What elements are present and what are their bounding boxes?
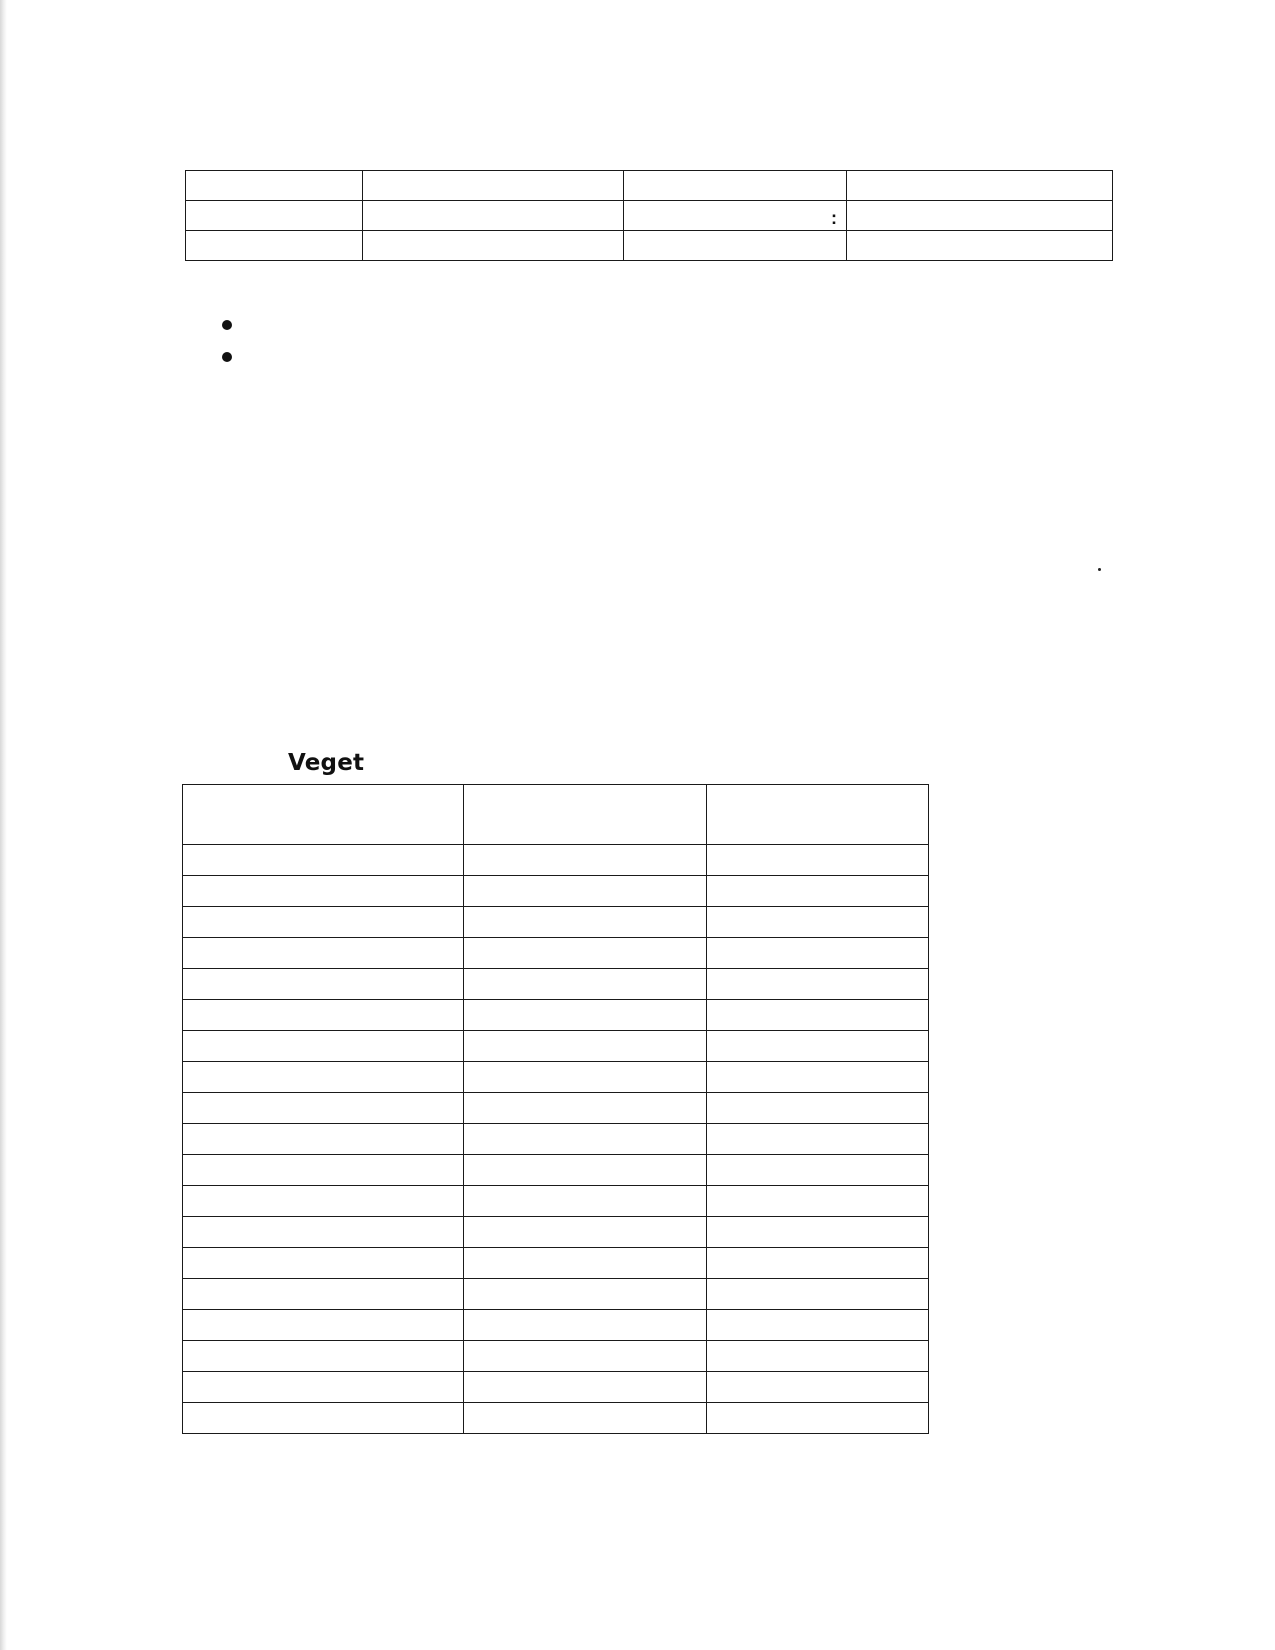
vegetable-table-cell [464,1248,707,1279]
vegetable-table-cell [183,1248,464,1279]
vegetable-table-header-cell [464,785,707,845]
top-table-row [186,201,1113,231]
top-table-cell [363,171,624,201]
vegetable-table-row [183,907,929,938]
vegetable-table-row [183,1155,929,1186]
vegetable-table-cell [183,1000,464,1031]
vegetable-table-row [183,1310,929,1341]
vegetable-table-cell [707,845,929,876]
vegetable-table [182,784,929,1434]
vegetable-table-row [183,1372,929,1403]
top-table-row [186,171,1113,201]
vegetable-table-row [183,1186,929,1217]
vegetable-table-header-cell [707,785,929,845]
vegetable-table-row [183,969,929,1000]
vegetable-table-row [183,1341,929,1372]
vegetable-table-cell [707,1217,929,1248]
vegetable-table-cell [183,1372,464,1403]
vegetable-table-body [183,785,929,1434]
vegetable-table-row [183,876,929,907]
vegetable-table-row [183,1279,929,1310]
colon-mark: : [831,208,837,228]
vegetable-table-cell [707,1310,929,1341]
vegetable-table-row [183,1403,929,1434]
vegetable-table-cell [183,1279,464,1310]
vegetable-table-cell [707,1155,929,1186]
vegetable-table-cell [183,1124,464,1155]
vegetable-table-cell [707,1186,929,1217]
vegetable-table-cell [183,1310,464,1341]
vegetable-table-row [183,845,929,876]
top-table-row [186,231,1113,261]
vegetable-table-cell [464,969,707,1000]
top-table-cell [363,201,624,231]
vegetable-table-cell [707,1093,929,1124]
bullet-point [222,320,232,330]
vegetable-table-cell [707,907,929,938]
vegetable-table-cell [464,938,707,969]
top-table-cell [624,231,847,261]
vegetable-table-cell [183,1186,464,1217]
vegetable-section-title: Veget [288,750,365,776]
vegetable-table-header-cell [183,785,464,845]
vegetable-table-cell [183,1403,464,1434]
vegetable-table-cell [707,1000,929,1031]
vegetable-table-cell [464,1217,707,1248]
vegetable-table-row [183,938,929,969]
vegetable-table-row [183,1093,929,1124]
vegetable-table-cell [707,1062,929,1093]
vegetable-table-cell [707,1279,929,1310]
vegetable-table-cell [464,1093,707,1124]
vegetable-table-cell [464,1341,707,1372]
top-table-body [186,171,1113,261]
vegetable-table-row [183,1124,929,1155]
vegetable-table-cell [464,1000,707,1031]
vegetable-table-cell [183,1341,464,1372]
vegetable-table-cell [183,1093,464,1124]
vegetable-table-header-row [183,785,929,845]
scan-edge-shadow [0,0,7,1650]
top-table [185,170,1113,261]
vegetable-table-row [183,1217,929,1248]
vegetable-table-cell [183,1217,464,1248]
vegetable-table-cell [183,938,464,969]
vegetable-table-cell [464,1031,707,1062]
top-table-cell [847,231,1113,261]
vegetable-table-cell [464,1372,707,1403]
vegetable-table-cell [464,1310,707,1341]
top-table-cell [186,171,363,201]
vegetable-table-cell [464,1279,707,1310]
vegetable-table-cell [464,1186,707,1217]
bullet-point [222,352,232,362]
vegetable-table-cell [183,1031,464,1062]
vegetable-table-cell [707,969,929,1000]
vegetable-table-cell [707,1248,929,1279]
vegetable-table-cell [707,938,929,969]
vegetable-table-cell [464,1062,707,1093]
vegetable-table-row [183,1000,929,1031]
vegetable-table-row [183,1031,929,1062]
vegetable-table-cell [707,876,929,907]
top-table-cell [624,171,847,201]
top-table-cell [847,201,1113,231]
vegetable-table-cell [464,1124,707,1155]
vegetable-table-cell [707,1341,929,1372]
vegetable-table-row [183,1062,929,1093]
vegetable-table-row [183,1248,929,1279]
top-table-cell [186,231,363,261]
stray-mark [1098,568,1101,571]
vegetable-table-cell [707,1372,929,1403]
vegetable-table-cell [464,1403,707,1434]
top-table-cell [624,201,847,231]
top-table-cell [847,171,1113,201]
vegetable-table-cell [183,907,464,938]
vegetable-table-cell [707,1403,929,1434]
vegetable-table-cell [183,1155,464,1186]
vegetable-table-cell [464,845,707,876]
vegetable-table-cell [464,907,707,938]
vegetable-table-cell [464,1155,707,1186]
vegetable-table-cell [464,876,707,907]
top-table-cell [186,201,363,231]
vegetable-table-cell [183,1062,464,1093]
vegetable-table-cell [707,1124,929,1155]
vegetable-table-cell [707,1031,929,1062]
vegetable-table-cell [183,969,464,1000]
vegetable-table-cell [183,845,464,876]
top-table-cell [363,231,624,261]
vegetable-table-cell [183,876,464,907]
